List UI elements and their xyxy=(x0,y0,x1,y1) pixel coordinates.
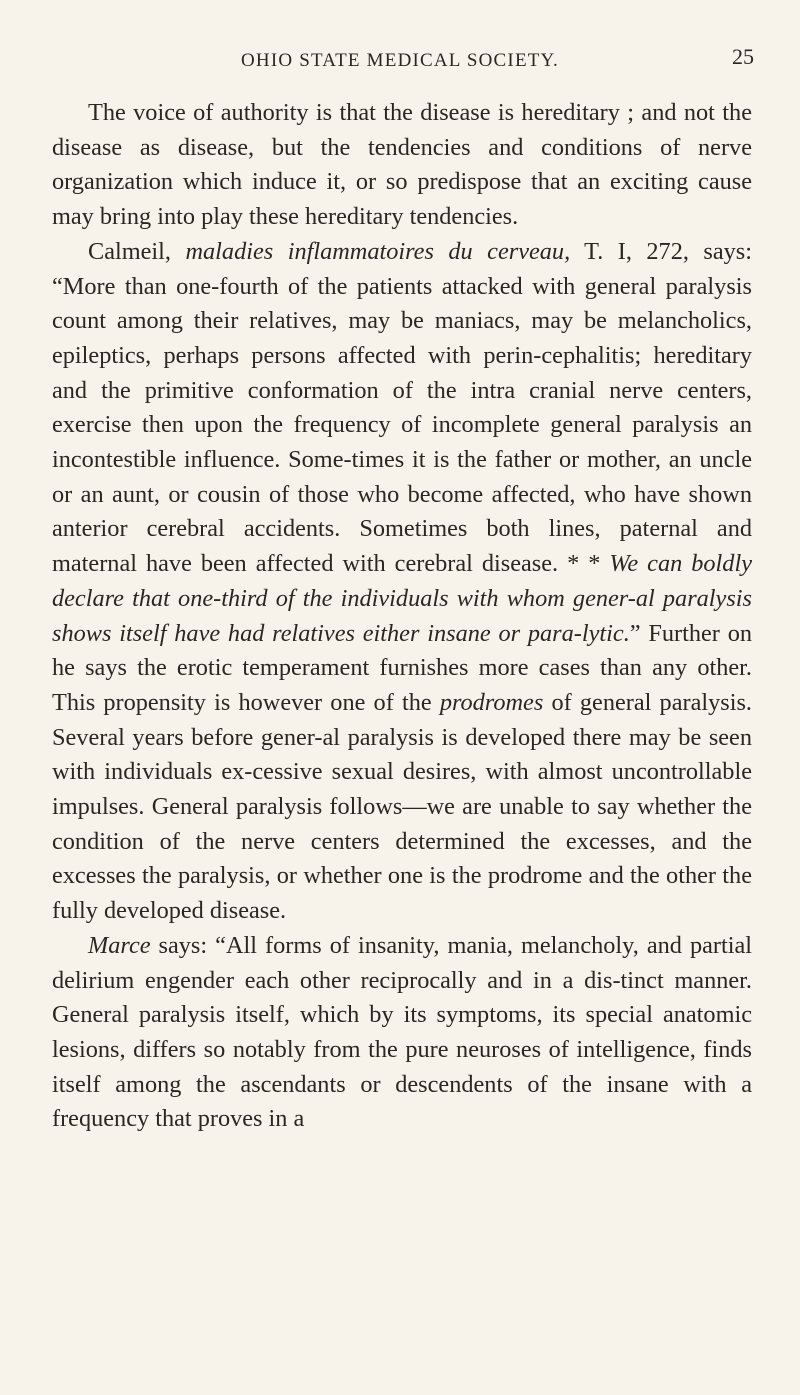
running-head xyxy=(40,44,760,84)
paragraph-text: The voice of authority is that the disease is hereditary ; and not the disease as disease, but the tendencies and conditions of nerve organization which induce it, or so predispose that an exciting cause may bring into play these hereditary tendencies. xyxy=(52,99,752,231)
paragraph-text: ” Further on he says the erotic temperament furnishes more cases than any other. This propensity is however one of the xyxy=(52,619,752,716)
paragraph xyxy=(52,929,752,1137)
paragraph-text: T. I, 272, says: “More than one-fourth of the patients attacked with general paralysis count among their relatives, may be maniacs, may be melancholics, epileptics, perhaps persons affected with perin-cephalitis; hereditary and the primitive conformation of the intra cranial nerve centers, exercise then upon the frequency of incomplete general paralysis an incontestible influence. Some-times it is the father or mother, an uncle or an aunt, or cousin of those who become affected, who have shown anterior cerebral accidents. Sometimes both lines, paternal and maternal have been affected with cerebral disease. * * xyxy=(52,237,752,578)
page-number: 25 xyxy=(732,44,754,69)
italic-term: prodromes xyxy=(439,688,544,716)
italic-author: Marce xyxy=(88,931,151,959)
paragraph-text: Calmeil, xyxy=(88,237,186,265)
italic-title: maladies inflammatoires du cerveau, xyxy=(185,237,571,265)
paragraph-text: says: “All forms of insanity, mania, melancholy, and partial delirium engender each other reciprocally and in a dis-tinct manner. General paralysis itself, which by its symptoms, its special anatomic lesions, differs so notably from the pure neuroses of intelligence, finds itself among the ascendants or descendents of the insane with a frequency that proves in a xyxy=(52,931,752,1133)
page-header-title: OHIO STATE MEDICAL SOCIETY. xyxy=(241,50,559,71)
body-text xyxy=(52,96,752,1137)
paragraph xyxy=(52,235,752,929)
italic-emphasis: We can boldly declare that one-third of the individuals with whom gener-al paralysis shows itself have had relatives either insane or para-lytic. xyxy=(52,550,752,647)
paragraph xyxy=(52,96,752,235)
paragraph-text: of general paralysis. Several years before gener-al paralysis is developed there may be seen with individuals ex-cessive sexual desires, with almost uncontrollable impulses. General paralysis follows—we are unable to say whether the condition of the nerve centers determined the excesses, and the excesses the paralysis, or whether one is the prodrome and the other the fully developed disease. xyxy=(52,688,752,925)
